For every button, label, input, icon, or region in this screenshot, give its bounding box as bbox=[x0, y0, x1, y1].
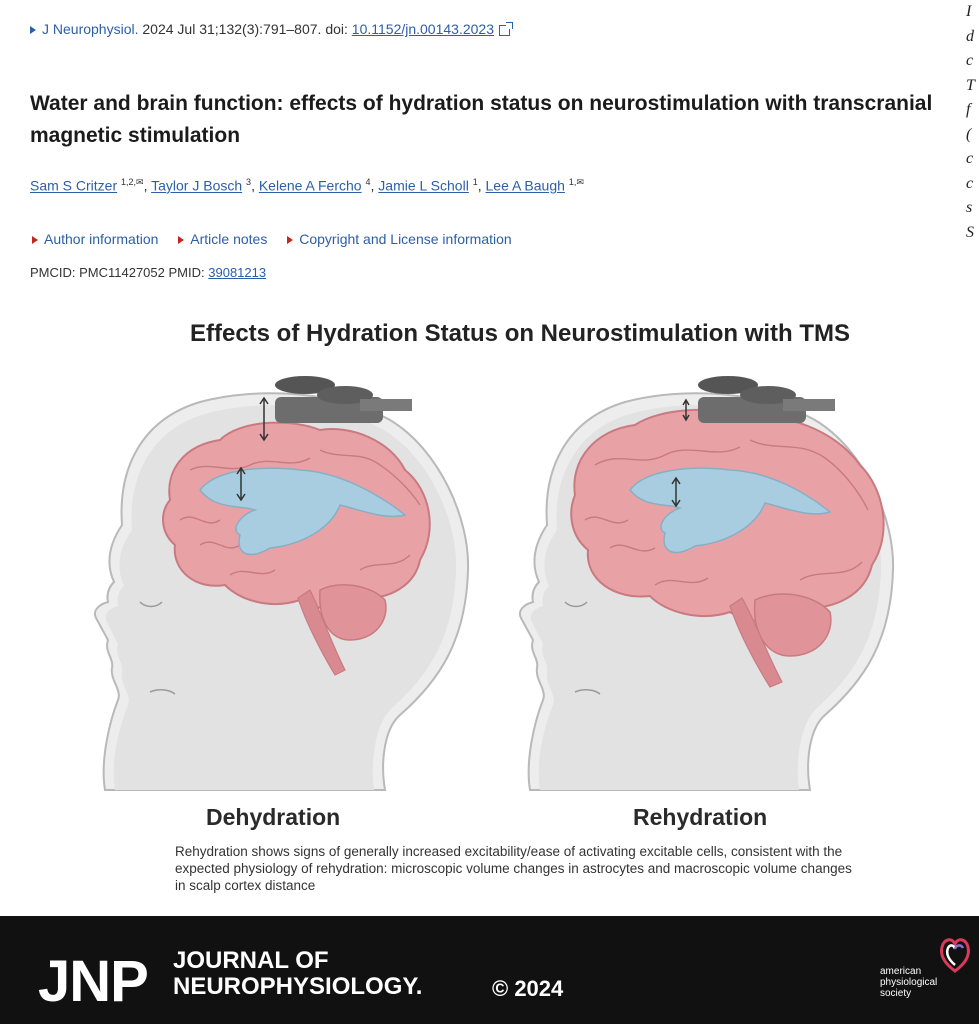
author-affiliation: 3 bbox=[246, 177, 252, 187]
rehydration-label: Rehydration bbox=[633, 804, 768, 830]
article-title: Water and brain function: effects of hydration status on neurostimulation with transcranial magnetic stimulation bbox=[30, 92, 933, 147]
author-link[interactable]: Sam S Critzer bbox=[30, 177, 118, 194]
author-link[interactable]: Kelene A Fercho bbox=[258, 177, 362, 194]
aps-logo-icon bbox=[936, 935, 974, 975]
citation-details: 2024 Jul 31;132(3):791–807. doi: bbox=[142, 21, 348, 37]
citation-line bbox=[30, 21, 510, 37]
article-info-links bbox=[32, 231, 528, 247]
author-information-toggle[interactable]: Author information bbox=[32, 231, 158, 247]
pmcid: PMCID: PMC11427052 bbox=[30, 265, 165, 280]
author-link[interactable]: Lee A Baugh bbox=[485, 177, 565, 194]
aps-society-name: american physiological society bbox=[880, 966, 938, 999]
author-link[interactable]: Jamie L Scholl bbox=[378, 177, 469, 194]
author-affiliation: 1,✉ bbox=[568, 177, 584, 187]
article-notes-toggle[interactable]: Article notes bbox=[178, 231, 267, 247]
doi-link[interactable]: 10.1152/jn.00143.2023 bbox=[351, 21, 494, 37]
author-list: Sam S Critzer $^{1,2,✉}$, Taylor J Bosch $^3$, Kelene A Fercho $^4$, Jamie L Scholl $^1$, Lee A Baugh $^{1,✉}$ bbox=[30, 177, 584, 194]
article-ids bbox=[30, 265, 266, 280]
figure-caption: Rehydration shows signs of generally increased excitability/ease of activating excitable cells, consistent with the expected physiology of rehydration: microscopic volume changes in astrocytes and macroscopic volume changes in scalp cortex distance bbox=[175, 844, 852, 893]
author-affiliation: 1,2,✉ bbox=[121, 177, 144, 187]
external-link-icon[interactable] bbox=[499, 25, 510, 36]
journal-name: JOURNAL OF NEUROPHYSIOLOGY. bbox=[173, 947, 423, 1000]
expand-triangle-icon bbox=[287, 236, 293, 244]
pmid-label: PMID: bbox=[168, 265, 205, 280]
author-affiliation: 1 bbox=[472, 177, 478, 187]
author-affiliation: 4 bbox=[365, 177, 371, 187]
expand-triangle-icon[interactable] bbox=[30, 26, 36, 34]
jnp-logo: JNP bbox=[38, 949, 148, 1014]
journal-link[interactable]: J Neurophysiol. bbox=[42, 21, 139, 37]
graphical-abstract-illustration bbox=[0, 308, 979, 918]
cropped-side-text: I d c T f ( c c s S bbox=[966, 3, 975, 241]
expand-triangle-icon bbox=[32, 236, 38, 244]
author-link[interactable]: Taylor J Bosch bbox=[151, 177, 243, 194]
copyright-license-toggle[interactable]: Copyright and License information bbox=[287, 231, 511, 247]
dehydration-label: Dehydration bbox=[206, 804, 341, 830]
pmid-link[interactable]: 39081213 bbox=[208, 265, 267, 280]
figure-title: Effects of Hydration Status on Neurostimulation with TMS bbox=[189, 320, 851, 347]
copyright-year: © 2024 bbox=[492, 976, 564, 1001]
expand-triangle-icon bbox=[178, 236, 184, 244]
